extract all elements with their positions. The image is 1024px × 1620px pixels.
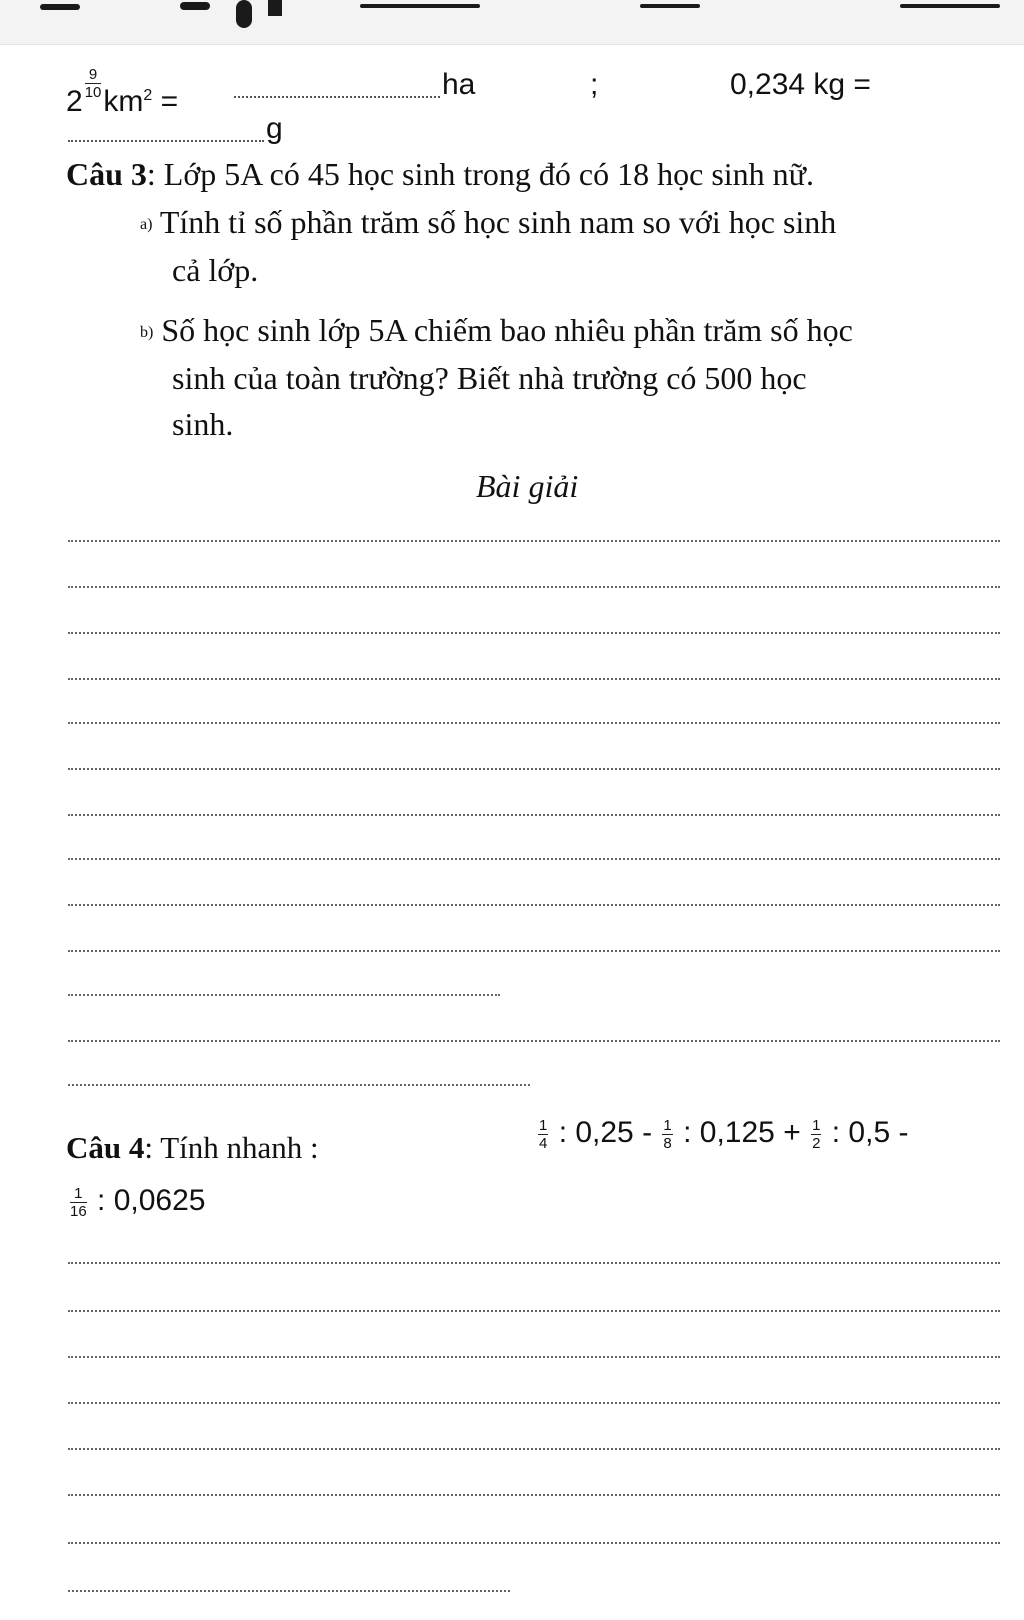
answer-line[interactable] bbox=[68, 1494, 1000, 1496]
answer-line[interactable] bbox=[68, 1448, 1000, 1450]
answer-line[interactable] bbox=[68, 1356, 1000, 1358]
answer-line[interactable] bbox=[68, 1262, 1000, 1264]
answer-line[interactable] bbox=[68, 586, 1000, 588]
mass-conversion-expression: 0,234 kg = bbox=[730, 68, 871, 101]
answer-blank-ha[interactable] bbox=[234, 96, 440, 98]
answer-line[interactable] bbox=[68, 1310, 1000, 1312]
answer-line[interactable] bbox=[68, 814, 1000, 816]
answer-line[interactable] bbox=[68, 632, 1000, 634]
question-3a-line2: cả lớp. bbox=[172, 252, 259, 288]
question-3-text: : Lớp 5A có 45 học sinh trong đó có 18 học sinh nữ. bbox=[146, 156, 814, 192]
area-conversion-expression: 2 $\frac{9}{10}$ $km^2$ = bbox=[66, 66, 179, 118]
question-3a-line1: a) Tính tỉ số phần trăm số học sinh nam so với học sinh bbox=[140, 204, 837, 240]
answer-line[interactable] bbox=[68, 1542, 1000, 1544]
question-4 bbox=[66, 1130, 319, 1166]
answer-line[interactable] bbox=[68, 1040, 1000, 1042]
answer-line[interactable] bbox=[68, 1402, 1000, 1404]
unit-ha: ha bbox=[442, 68, 476, 101]
question-3-label: Câu 3 bbox=[66, 156, 147, 192]
question-4-expression-continued: $\frac{1}{16}$ : 0,0625 bbox=[70, 1184, 206, 1220]
solution-heading: Bài giải bbox=[476, 468, 579, 504]
answer-line[interactable] bbox=[68, 722, 1000, 724]
answer-line[interactable] bbox=[68, 678, 1000, 680]
question-4-label: Câu 4 bbox=[66, 1130, 145, 1165]
question-3b-line2: sinh của toàn trường? Biết nhà trường có 500 học bbox=[172, 360, 807, 396]
question-4-text: : Tính nhanh : bbox=[144, 1130, 319, 1165]
answer-line[interactable] bbox=[68, 768, 1000, 770]
question-3b-line3: sinh. bbox=[172, 406, 234, 442]
answer-line[interactable] bbox=[68, 1590, 510, 1592]
question-3 bbox=[66, 156, 814, 193]
answer-line[interactable] bbox=[68, 994, 500, 996]
answer-line[interactable] bbox=[68, 950, 1000, 952]
answer-line[interactable] bbox=[68, 858, 1000, 860]
answer-line[interactable] bbox=[68, 1084, 530, 1086]
answer-line[interactable] bbox=[68, 540, 1000, 542]
question-4-expression: $\frac{1}{4}$ : 0,25 - $\frac{1}{8}$ : 0,125 + $\frac{1}{2}$ : 0,5 - bbox=[539, 1116, 909, 1152]
unit-g: g bbox=[266, 112, 283, 145]
answer-line[interactable] bbox=[68, 904, 1000, 906]
answer-blank-g[interactable] bbox=[68, 140, 264, 142]
top-cropped-strip bbox=[0, 0, 1024, 45]
question-3b-line1: b) Số học sinh lớp 5A chiếm bao nhiêu phần trăm số học bbox=[140, 312, 853, 348]
separator: ; bbox=[590, 68, 599, 101]
